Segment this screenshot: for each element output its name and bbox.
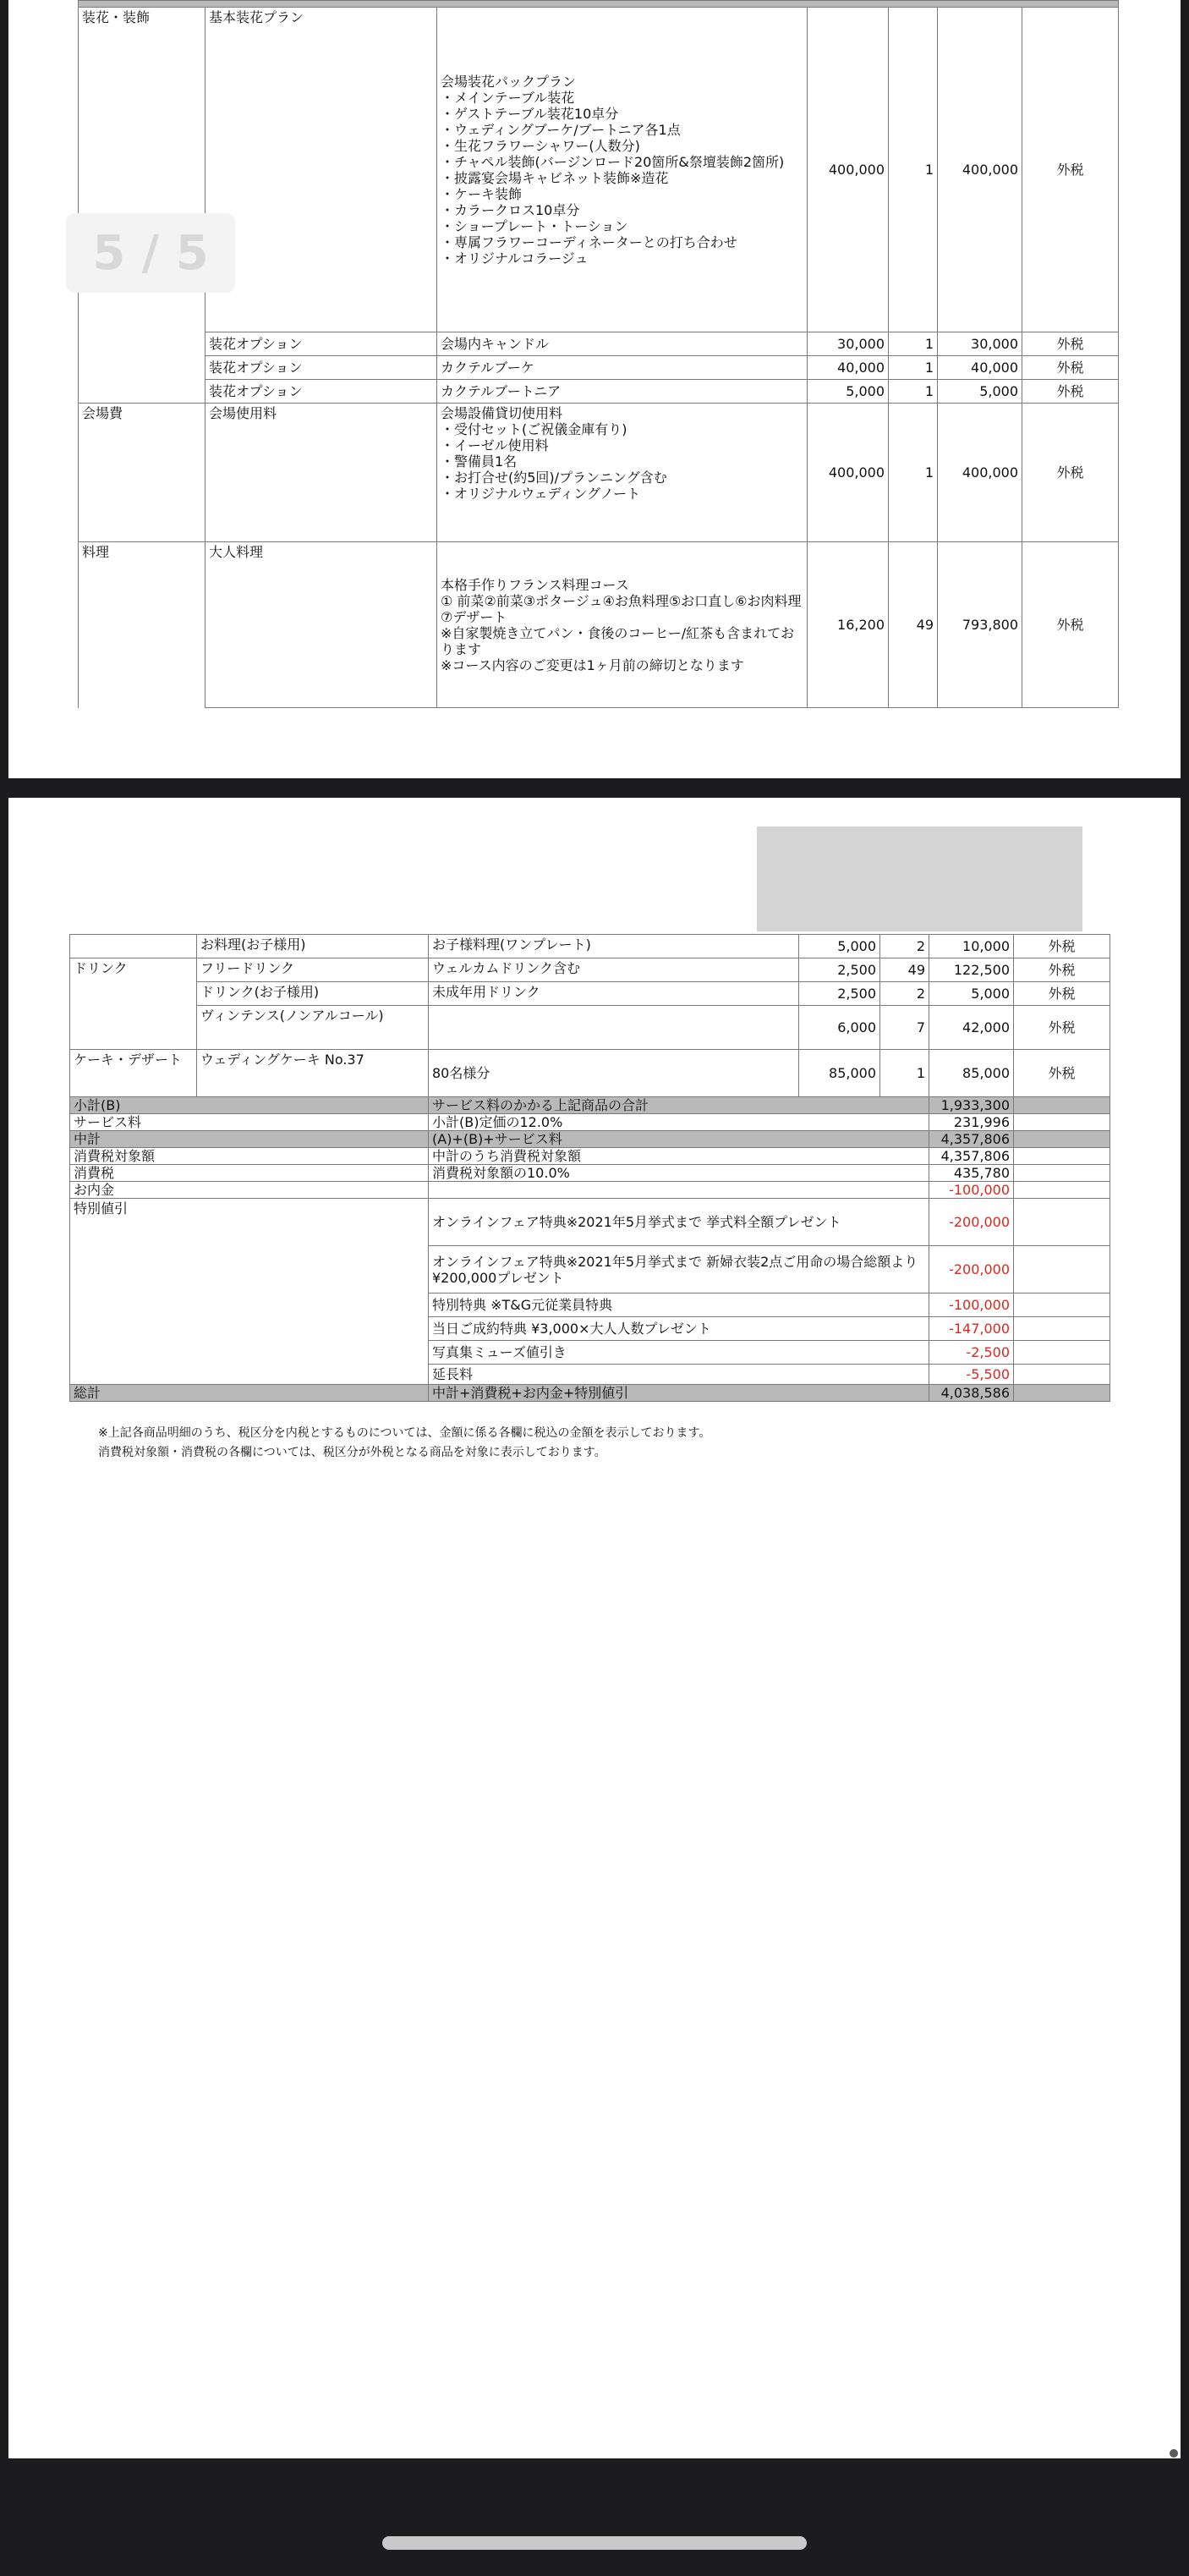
item-cell: ウェディングケーキ No.37 [197, 1050, 429, 1097]
price-cell: 2,500 [799, 958, 880, 982]
price-cell: 6,000 [799, 1006, 880, 1050]
discount-description: オンラインフェア特典※2021年5月挙式まで 挙式料全額プレゼント [429, 1199, 929, 1246]
item-cell: フリードリンク [197, 958, 429, 982]
description-line: 本格手作りフランス料理コース [441, 576, 629, 593]
discount-description: 写真集ミューズ値引き [429, 1341, 929, 1365]
qty-cell: 1 [889, 356, 938, 380]
description-line: ・イーゼル使用料 [441, 437, 549, 453]
footnotes [98, 1424, 710, 1463]
qty-cell: 1 [889, 404, 938, 542]
amount-cell: 400,000 [938, 404, 1022, 542]
summary-label: 中計 [70, 1131, 429, 1148]
qty-cell: 1 [889, 8, 938, 332]
discount-amount: -200,000 [929, 1246, 1014, 1293]
summary-description: 中計のうち消費税対象額 [429, 1148, 929, 1165]
summary-tax-cell [1014, 1131, 1110, 1148]
item-cell: ヴィンテンス(ノンアルコール) [197, 1006, 429, 1050]
category-cell: 料理 [79, 542, 205, 708]
amount-cell: 5,000 [938, 380, 1022, 404]
tax-cell: 外税 [1014, 1006, 1110, 1050]
category-cell [79, 332, 205, 356]
description-cell: 80名様分 [429, 1050, 799, 1097]
tax-cell: 外税 [1022, 380, 1119, 404]
tax-cell: 外税 [1014, 1050, 1110, 1097]
discount-description: 特別特典 ※T&G元従業員特典 [429, 1293, 929, 1317]
table-row [79, 542, 1119, 708]
summary-row [70, 1148, 1110, 1165]
estimate-table-page2 [69, 934, 1110, 1402]
description-line: ・警備員1名 [441, 453, 518, 470]
description-line: ① 前菜②前菜③ポタージュ④お魚料理⑤お口直し⑥お肉料理⑦デザート [441, 592, 802, 625]
category-cell: 会場費 [79, 404, 205, 542]
document-page-1 [8, 0, 1181, 778]
description-cell: 会場内キャンドル [437, 332, 808, 356]
discount-description: 延長料 [429, 1365, 929, 1385]
summary-label: お内金 [70, 1182, 429, 1199]
description-line: ・チャペル装飾(バージンロード20箇所&祭壇装飾2箇所) [441, 153, 785, 170]
summary-label: 小計(B) [70, 1097, 429, 1114]
footnote-line: 消費税対象額・消費税の各欄については、税区分が外税となる商品を対象に表示しております。 [98, 1446, 606, 1459]
discount-label: 特別値引 [70, 1199, 429, 1385]
table-row [70, 935, 1110, 958]
category-cell [70, 1006, 197, 1050]
description-cell: お子様料理(ワンプレート) [429, 935, 799, 958]
qty-cell: 2 [880, 935, 929, 958]
description-cell: カクテルブートニア [437, 380, 808, 404]
summary-amount: -100,000 [929, 1182, 1014, 1199]
discount-tax-cell [1014, 1317, 1110, 1341]
price-cell: 40,000 [808, 356, 889, 380]
description-cell: カクテルブーケ [437, 356, 808, 380]
price-cell: 5,000 [808, 380, 889, 404]
discount-tax-cell [1014, 1246, 1110, 1293]
tax-cell: 外税 [1022, 332, 1119, 356]
discount-description: 当日ご成約特典 ¥3,000×大人人数プレゼント [429, 1317, 929, 1341]
price-cell: 400,000 [808, 8, 889, 332]
summary-label: 消費税対象額 [70, 1148, 429, 1165]
discount-row [70, 1199, 1110, 1246]
amount-cell: 40,000 [938, 356, 1022, 380]
tax-cell: 外税 [1022, 356, 1119, 380]
category-cell [70, 935, 197, 958]
table-row [79, 380, 1119, 404]
scroll-indicator [1170, 2449, 1178, 2458]
summary-label: サービス料 [70, 1114, 429, 1131]
description-line: ・オリジナルウェディングノート [441, 486, 641, 502]
tax-cell: 外税 [1014, 982, 1110, 1006]
discount-tax-cell [1014, 1199, 1110, 1246]
price-cell: 5,000 [799, 935, 880, 958]
price-cell: 85,000 [799, 1050, 880, 1097]
category-cell [70, 982, 197, 1006]
description-line: ・メインテーブル装花 [441, 89, 575, 106]
description-line: ・生花フラワーシャワー(人数分) [441, 137, 640, 154]
description-line: ・受付セット(ご祝儀金庫有り) [441, 421, 627, 437]
category-cell: ドリンク [70, 958, 197, 982]
discount-amount: -5,500 [929, 1365, 1014, 1385]
category-cell: ケーキ・デザート [70, 1050, 197, 1097]
table-row [70, 1050, 1110, 1097]
description-line: ・お打合せ(約5回)/プランニング含む [441, 470, 667, 486]
description-cell [429, 1006, 799, 1050]
footnote-line: ※上記各商品明細のうち、税区分を内税とするものについては、金額に係る各欄に税込の金額を表示しております。 [98, 1426, 711, 1440]
description-line: ・ショープレート・トーション [441, 217, 628, 234]
item-cell: 大人料理 [205, 542, 437, 708]
discount-tax-cell [1014, 1341, 1110, 1365]
amount-cell: 793,800 [938, 542, 1022, 708]
amount-cell: 122,500 [929, 958, 1014, 982]
amount-cell: 400,000 [938, 8, 1022, 332]
item-cell: ドリンク(お子様用) [197, 982, 429, 1006]
tax-cell: 外税 [1022, 404, 1119, 542]
discount-tax-cell [1014, 1293, 1110, 1317]
item-cell: 会場使用料 [205, 404, 437, 542]
amount-cell: 10,000 [929, 935, 1014, 958]
price-cell: 16,200 [808, 542, 889, 708]
qty-cell: 1 [880, 1050, 929, 1097]
header-strip [79, 1, 1119, 8]
tax-cell: 外税 [1014, 958, 1110, 982]
summary-row [70, 1182, 1110, 1199]
summary-tax-cell [1014, 1165, 1110, 1182]
description-line: 会場装花パックプラン [441, 73, 577, 90]
qty-cell: 49 [889, 542, 938, 708]
summary-description: (A)+(B)+サービス料 [429, 1131, 929, 1148]
qty-cell: 2 [880, 982, 929, 1006]
description-line: ・カラークロス10卓分 [441, 201, 580, 218]
discount-amount: -2,500 [929, 1341, 1014, 1365]
qty-cell: 1 [889, 332, 938, 356]
description-cell [437, 542, 808, 708]
amount-cell: 42,000 [929, 1006, 1014, 1050]
estimate-table-page1 [78, 0, 1119, 708]
item-cell: お料理(お子様用) [197, 935, 429, 958]
qty-cell: 7 [880, 1006, 929, 1050]
summary-row [70, 1097, 1110, 1114]
category-cell [79, 380, 205, 404]
description-cell: ウェルカムドリンク含む [429, 958, 799, 982]
home-indicator-bar[interactable] [382, 2536, 807, 2550]
category-cell: 装花・装飾 [79, 8, 205, 332]
summary-description: 小計(B)定価の12.0% [429, 1114, 929, 1131]
description-line: ・オリジナルコラージュ [441, 250, 589, 266]
total-row [70, 1385, 1110, 1402]
price-cell: 30,000 [808, 332, 889, 356]
amount-cell: 30,000 [938, 332, 1022, 356]
discount-description: オンラインフェア特典※2021年5月挙式まで 新婦衣装2点ご用命の場合総額より¥200,000プレゼント [429, 1246, 929, 1293]
tax-cell: 外税 [1014, 935, 1110, 958]
description-line: 会場設備貸切使用料 [441, 405, 563, 421]
description-cell [437, 404, 808, 542]
item-cell: 基本装花プラン [205, 8, 437, 332]
qty-cell: 1 [889, 380, 938, 404]
redacted-block [757, 827, 1082, 931]
table-row [70, 1006, 1110, 1050]
tax-cell: 外税 [1022, 8, 1119, 332]
discount-tax-cell [1014, 1365, 1110, 1385]
summary-description: サービス料のかかる上記商品の合計 [429, 1097, 929, 1114]
description-line: ・ケーキ装飾 [441, 185, 523, 202]
summary-tax-cell [1014, 1114, 1110, 1131]
summary-amount: 1,933,300 [929, 1097, 1014, 1114]
item-cell: 装花オプション [205, 356, 437, 380]
tax-cell: 外税 [1022, 542, 1119, 708]
table-row [79, 356, 1119, 380]
summary-description: 消費税対象額の10.0% [429, 1165, 929, 1182]
amount-cell: 5,000 [929, 982, 1014, 1006]
description-line: ・ウェディングブーケ/ブートニア各1点 [441, 121, 681, 138]
item-cell: 装花オプション [205, 380, 437, 404]
category-cell [79, 356, 205, 380]
summary-description [429, 1182, 929, 1199]
summary-tax-cell [1014, 1182, 1110, 1199]
discount-amount: -147,000 [929, 1317, 1014, 1341]
summary-tax-cell [1014, 1148, 1110, 1165]
price-cell: 2,500 [799, 982, 880, 1006]
summary-row [70, 1131, 1110, 1148]
total-description: 中計+消費税+お内金+特別値引 [429, 1385, 929, 1402]
summary-amount: 435,780 [929, 1165, 1014, 1182]
table-row [79, 332, 1119, 356]
description-line: ・ゲストテーブル装花10卓分 [441, 105, 619, 122]
table-row [70, 958, 1110, 982]
page-indicator: 5 / 5 [66, 213, 235, 293]
summary-label: 消費税 [70, 1165, 429, 1182]
total-label: 総計 [70, 1385, 429, 1402]
summary-amount: 4,357,806 [929, 1148, 1014, 1165]
description-line: ※コース内容のご変更は1ヶ月前の締切となります [441, 656, 744, 673]
total-amount: 4,038,586 [929, 1385, 1014, 1402]
summary-tax-cell [1014, 1097, 1110, 1114]
summary-row [70, 1165, 1110, 1182]
description-cell: 未成年用ドリンク [429, 982, 799, 1006]
summary-row [70, 1114, 1110, 1131]
total-tax-cell [1014, 1385, 1110, 1402]
item-cell: 装花オプション [205, 332, 437, 356]
description-line: ・専属フラワーコーディネーターとの打ち合わせ [441, 233, 737, 250]
discount-amount: -100,000 [929, 1293, 1014, 1317]
price-cell: 400,000 [808, 404, 889, 542]
description-cell [437, 8, 808, 332]
discount-amount: -200,000 [929, 1199, 1014, 1246]
summary-amount: 231,996 [929, 1114, 1014, 1131]
description-line: ※自家製焼き立てパン・食後のコーヒー/紅茶も含まれております [441, 624, 795, 657]
qty-cell: 49 [880, 958, 929, 982]
summary-amount: 4,357,806 [929, 1131, 1014, 1148]
amount-cell: 85,000 [929, 1050, 1014, 1097]
description-line: ・披露宴会場キャビネット装飾※造花 [441, 169, 669, 186]
table-row [70, 982, 1110, 1006]
table-row [79, 404, 1119, 542]
